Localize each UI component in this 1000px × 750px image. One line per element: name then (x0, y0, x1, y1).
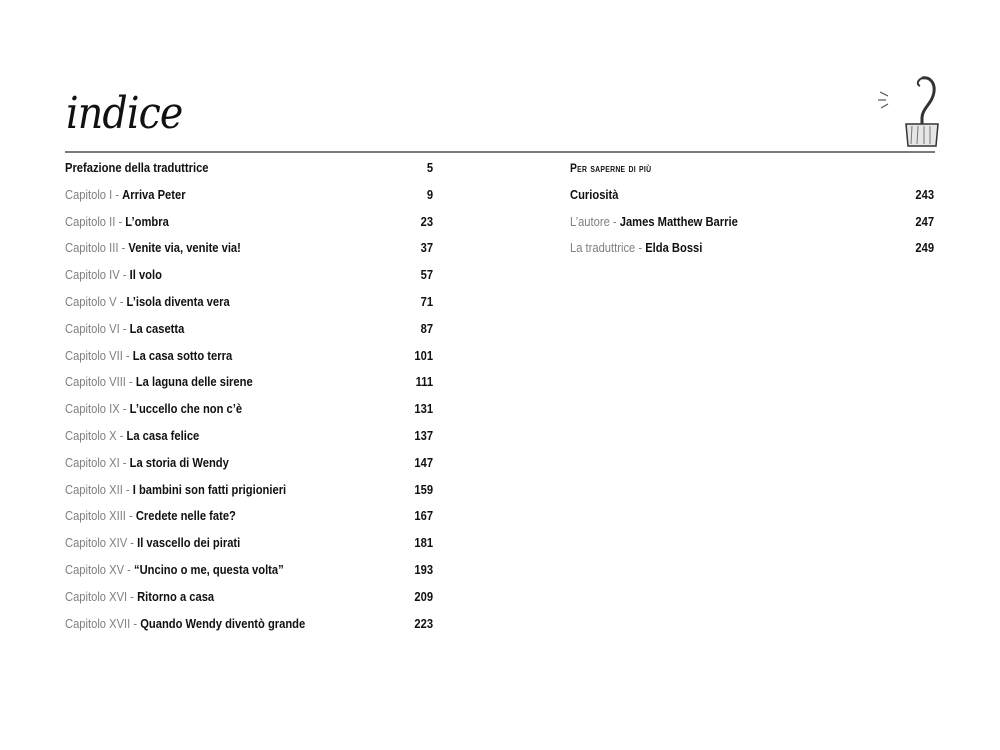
page-number: 87 (420, 320, 434, 336)
entry-title: La casa felice (126, 427, 200, 443)
entry-title: James Matthew Barrie (619, 213, 738, 229)
page-number: 23 (420, 213, 434, 229)
separator: - (118, 240, 129, 256)
toc-entry-label (65, 239, 241, 257)
page-number: 37 (420, 240, 434, 256)
toc-entry[interactable] (65, 186, 433, 213)
extras-list (570, 159, 934, 266)
separator: - (112, 186, 123, 202)
page-number: 131 (414, 401, 434, 417)
toc-entry[interactable] (65, 293, 433, 320)
toc-entry-label (570, 213, 738, 231)
separator: - (119, 267, 130, 283)
toc-entry-label (65, 347, 232, 365)
entry-title: L’uccello che non c’è (129, 401, 243, 417)
toc-entry-label (65, 615, 305, 633)
toc-entry-label (65, 427, 199, 445)
toc-entry[interactable] (65, 373, 433, 400)
entry-title: La casetta (129, 320, 185, 336)
page-number: 247 (915, 213, 935, 229)
extras-heading-row (570, 159, 934, 186)
toc-entry-label (65, 373, 253, 391)
separator: - (125, 374, 136, 390)
page-number: 243 (915, 186, 935, 202)
separator: - (130, 615, 141, 631)
toc-entry[interactable] (570, 213, 934, 240)
extras-heading: Per saperne di più (570, 161, 652, 175)
toc-entry[interactable] (65, 454, 433, 481)
toc-entry-label (65, 507, 236, 525)
entry-title: La storia di Wendy (129, 454, 229, 470)
chapter-number: Capitolo XIII (65, 508, 126, 524)
toc-entry-label (65, 159, 209, 177)
page-number: 147 (414, 454, 434, 470)
separator: - (119, 401, 130, 417)
separator: - (635, 240, 646, 256)
entry-title: Arriva Peter (122, 186, 186, 202)
separator: - (125, 508, 136, 524)
separator: - (122, 347, 133, 363)
chapter-number: Capitolo X (65, 427, 117, 443)
toc-entry[interactable] (65, 400, 433, 427)
toc-entry-label (65, 293, 230, 311)
page-number: 111 (415, 374, 434, 390)
entry-title: Quando Wendy diventò grande (140, 615, 306, 631)
toc-entry[interactable] (570, 239, 934, 266)
page-number: 209 (414, 588, 434, 604)
chapter-number: Capitolo II (65, 213, 116, 229)
toc-entry[interactable] (65, 615, 433, 642)
chapter-number: Capitolo XVII (65, 615, 131, 631)
toc-entry-label (65, 266, 162, 284)
chapter-number: Capitolo VII (65, 347, 123, 363)
chapter-number: Capitolo XV (65, 561, 125, 577)
toc-entry[interactable] (65, 507, 433, 534)
toc-entry-label (65, 561, 284, 579)
entry-title: L’ombra (125, 213, 169, 229)
page-number: 181 (414, 535, 434, 551)
entry-title: Elda Bossi (645, 240, 703, 256)
entry-title: Ritorno a casa (137, 588, 215, 604)
toc-entry-label (65, 481, 286, 499)
chapter-number: Capitolo I (65, 186, 113, 202)
toc-entry[interactable] (65, 347, 433, 374)
toc-entry[interactable] (65, 159, 433, 186)
entry-title: I bambini son fatti prigionieri (132, 481, 287, 497)
toc-entry[interactable] (65, 213, 433, 240)
chapter-number: Capitolo IV (65, 267, 120, 283)
entry-title: La casa sotto terra (132, 347, 233, 363)
entry-title: Il vascello dei pirati (137, 535, 241, 551)
toc-entry[interactable] (65, 561, 433, 588)
entry-title: “Uncino o me, questa volta” (133, 561, 284, 577)
page-number: 223 (414, 615, 434, 631)
toc-entry-label (65, 534, 240, 552)
separator: - (122, 481, 133, 497)
separator: - (119, 320, 130, 336)
chapter-list (65, 159, 433, 641)
chapter-number: Capitolo XI (65, 454, 120, 470)
toc-entry-label (65, 588, 214, 606)
chapter-number: Capitolo III (65, 240, 119, 256)
toc-entry[interactable] (65, 588, 433, 615)
toc-entry[interactable] (65, 320, 433, 347)
page-number: 57 (420, 267, 434, 283)
entry-title: Curiosità (570, 186, 619, 202)
separator: - (119, 454, 130, 470)
separator: - (115, 213, 126, 229)
entry-title: La laguna delle sirene (135, 374, 253, 390)
separator: - (127, 535, 138, 551)
page-number: 71 (420, 293, 434, 309)
chapter-number: Capitolo XII (65, 481, 123, 497)
toc-entry-label (65, 213, 169, 231)
toc-entry[interactable] (65, 427, 433, 454)
toc-entry-label (65, 320, 184, 338)
toc-entry[interactable] (65, 481, 433, 508)
captain-hook-icon (872, 72, 942, 150)
toc-entry[interactable] (65, 239, 433, 266)
entry-title: L’isola diventa vera (126, 293, 230, 309)
toc-entry[interactable] (570, 186, 934, 213)
entry-title: Venite via, venite via! (128, 240, 241, 256)
separator: - (116, 427, 127, 443)
page-number: 5 (426, 160, 434, 175)
page-number: 101 (414, 347, 434, 363)
chapter-number: La traduttrice (570, 240, 636, 256)
title-divider (65, 151, 935, 153)
chapter-number: Capitolo V (65, 293, 117, 309)
chapter-number: Capitolo XIV (65, 535, 128, 551)
toc-entry-label (65, 454, 229, 472)
toc-entry-label (65, 186, 186, 204)
chapter-number: Capitolo VIII (65, 374, 126, 390)
chapter-number: L’autore (570, 213, 610, 229)
separator: - (127, 588, 138, 604)
separator: - (124, 561, 134, 577)
page-number: 137 (414, 427, 434, 443)
entry-title: Il volo (129, 267, 162, 283)
toc-entry[interactable] (65, 266, 433, 293)
toc-entry[interactable] (65, 534, 433, 561)
page-number: 159 (414, 481, 434, 497)
toc-entry-label (65, 400, 242, 418)
page-number: 193 (414, 561, 434, 577)
toc-entry-label (570, 239, 702, 257)
separator: - (609, 213, 620, 229)
page-number: 167 (414, 508, 434, 524)
page-number: 9 (426, 186, 434, 202)
chapter-number: Capitolo VI (65, 320, 120, 336)
entry-title: Credete nelle fate? (135, 508, 236, 524)
separator: - (116, 293, 127, 309)
entry-title: Prefazione della traduttrice (65, 160, 209, 175)
page-number: 249 (915, 240, 935, 256)
chapter-number: Capitolo XVI (65, 588, 128, 604)
chapter-number: Capitolo IX (65, 401, 120, 417)
toc-entry-label (570, 186, 618, 204)
page-title: indice (66, 88, 183, 139)
